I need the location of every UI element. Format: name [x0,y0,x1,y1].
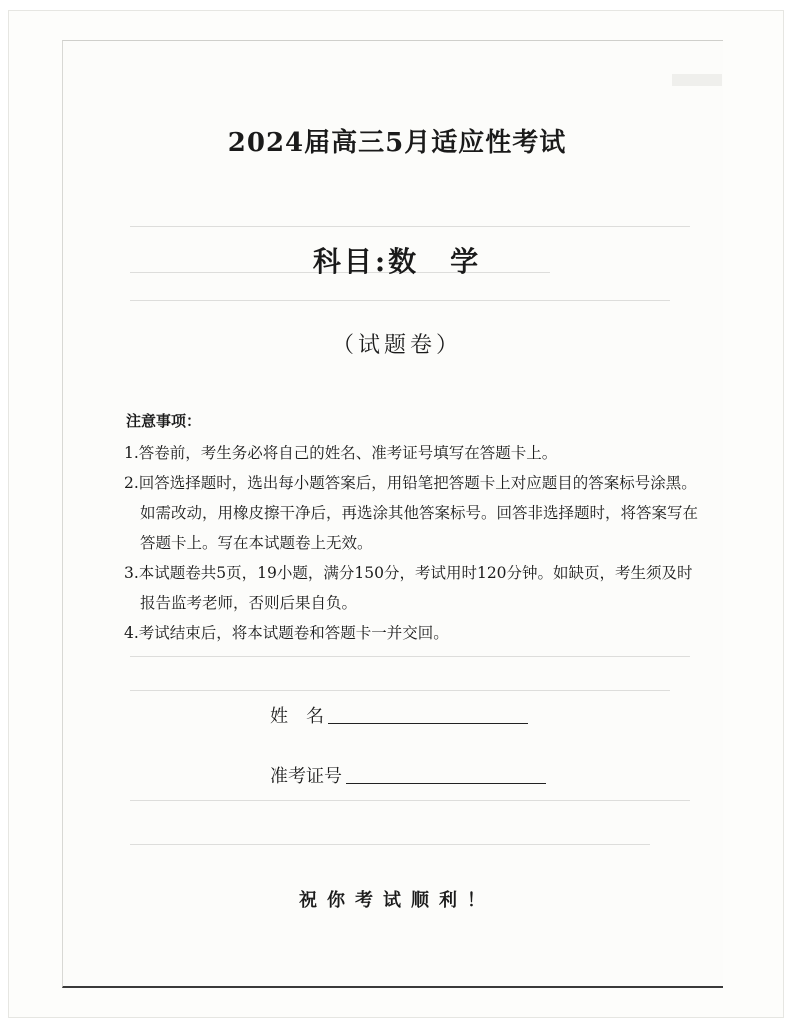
note-item: 2.回答选择题时，选出每小题答案后，用铅笔把答题卡上对应题目的答案标号涂黑。如需改动，用橡皮擦干净后，再选涂其他答案标号。回答非选择题时，将答案写在答题卡上。写在本试题卷上无效。 [124,474,699,552]
bleed-through-line [130,800,690,801]
note-item: 4.考试结束后，将本试题卷和答题卡一并交回。 [124,624,449,642]
note-item: 3.本试题卷共5页，19小题，满分150分，考试用时120分钟。如缺页，考生须及时报告监考老师，否则后果自负。 [124,564,693,612]
exam-title: 2024届高三5月适应性考试 [227,128,567,158]
exam-subject: 科目:数 学 [312,245,482,278]
note-item: 1.答卷前，考生务必将自己的姓名、准考证号填写在答题卡上。 [124,444,558,462]
name-field-blank [328,722,528,724]
exam-id-field-blank [346,782,546,784]
name-field [270,702,528,728]
corner-stamp-mark [672,74,722,86]
exam-id-field-label: 准考证号 [270,766,342,787]
bleed-through-line [130,226,690,227]
notes-list [124,438,702,648]
bleed-through-line [130,656,690,657]
bleed-through-line [130,300,670,301]
name-field-label: 姓 名 [270,706,324,727]
exam-id-field [270,762,546,788]
bleed-through-line [130,690,670,691]
notes-heading: 注意事项： [126,412,202,430]
bleed-through-line [130,844,650,845]
exam-volume-label: （试题卷） [331,333,462,358]
good-luck-message: 祝你考试顺利！ [299,890,495,911]
